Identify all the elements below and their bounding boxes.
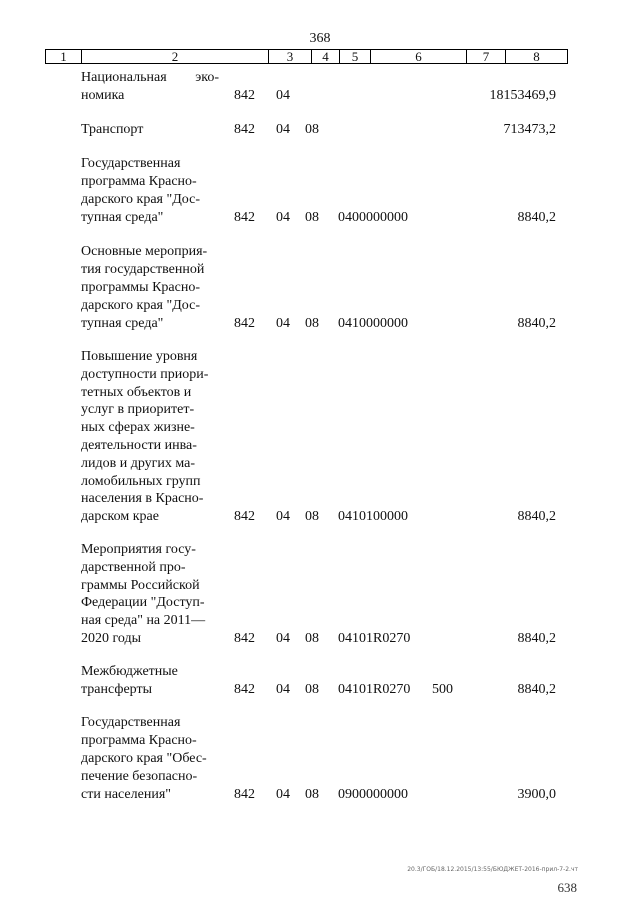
cell-amount: 8840,2 xyxy=(517,316,556,331)
cell-ministry: 842 xyxy=(234,316,255,331)
cell-subsection: 08 xyxy=(305,631,319,646)
page-number-top: 368 xyxy=(309,31,331,46)
cell-ministry: 842 xyxy=(234,787,255,802)
column-number-header xyxy=(45,49,568,64)
col-num-4: 4 xyxy=(322,49,329,64)
page-number-bottom: 638 xyxy=(557,880,577,895)
row-description: Межбюджетные трансферты xyxy=(81,664,178,697)
row-description: Основные мероприя- тия государственной программы Красно- дарского края "Дос- тупная среда" xyxy=(81,244,208,331)
table-row xyxy=(0,155,640,227)
cell-amount: 713473,2 xyxy=(503,122,556,137)
cell-section: 04 xyxy=(276,682,290,697)
cell-subsection: 08 xyxy=(305,787,319,802)
cell-expense-type: 500 xyxy=(432,682,453,697)
cell-amount: 8840,2 xyxy=(517,631,556,646)
cell-section: 04 xyxy=(276,509,290,524)
cell-ministry: 842 xyxy=(234,509,255,524)
row-description: Мероприятия госу- дарственной про- граммы Российской Федерации "Доступ- ная среда" на 2011— 2020 годы xyxy=(81,542,206,646)
cell-amount: 18153469,9 xyxy=(489,88,556,103)
cell-target-article: 0410100000 xyxy=(338,509,408,524)
cell-amount: 3900,0 xyxy=(517,787,556,802)
cell-ministry: 842 xyxy=(234,631,255,646)
cell-section: 04 xyxy=(276,787,290,802)
col-num-5: 5 xyxy=(351,49,359,64)
cell-amount: 8840,2 xyxy=(517,509,556,524)
table-row xyxy=(0,243,640,333)
cell-section: 04 xyxy=(276,88,290,103)
document-file-path: 20.3/ГОБ/18.12.2015/13:55/БЮДЖЕТ-2016-прил-7-2.чт xyxy=(407,866,578,873)
cell-subsection: 08 xyxy=(305,316,319,331)
table-row xyxy=(0,663,640,699)
row-description: Повышение уровня доступности приори- тетных объектов и услуг в приоритет- ных сферах жизне- деятельности инва- лидов и других ма- ломобильных групп населения в Красно- дарском крае xyxy=(81,349,209,525)
row-description: Государственная программа Красно- дарского края "Дос- тупная среда" xyxy=(81,156,200,225)
cell-ministry: 842 xyxy=(234,88,255,103)
table-row xyxy=(0,714,640,804)
cell-subsection: 08 xyxy=(305,122,319,137)
row-description: Национальная эко- номика xyxy=(81,70,219,103)
cell-target-article: 0400000000 xyxy=(338,210,408,225)
row-description: Транспорт xyxy=(81,122,144,137)
cell-section: 04 xyxy=(276,316,290,331)
cell-amount: 8840,2 xyxy=(517,682,556,697)
cell-section: 04 xyxy=(276,122,290,137)
cell-target-article: 04101R0270 xyxy=(338,682,411,697)
cell-amount: 8840,2 xyxy=(517,210,556,225)
cell-target-article: 0410000000 xyxy=(338,316,408,331)
cell-section: 04 xyxy=(276,210,290,225)
table-row xyxy=(0,541,640,648)
cell-ministry: 842 xyxy=(234,210,255,225)
cell-section: 04 xyxy=(276,631,290,646)
cell-target-article: 0900000000 xyxy=(338,787,408,802)
col-num-7: 7 xyxy=(482,49,490,64)
cell-subsection: 08 xyxy=(305,682,319,697)
cell-ministry: 842 xyxy=(234,122,255,137)
col-num-3: 3 xyxy=(286,49,294,64)
col-num-8: 8 xyxy=(533,49,540,64)
col-num-1: 1 xyxy=(60,49,67,64)
cell-ministry: 842 xyxy=(234,682,255,697)
cell-subsection: 08 xyxy=(305,509,319,524)
col-num-6: 6 xyxy=(415,49,422,64)
table-row xyxy=(0,69,640,105)
table-row xyxy=(0,348,640,526)
col-num-2: 2 xyxy=(171,49,179,64)
row-description: Государственная программа Красно- дарского края "Обес- печение безопасно- сти населения" xyxy=(81,715,207,802)
cell-subsection: 08 xyxy=(305,210,319,225)
table-row xyxy=(0,121,640,139)
cell-target-article: 04101R0270 xyxy=(338,631,411,646)
